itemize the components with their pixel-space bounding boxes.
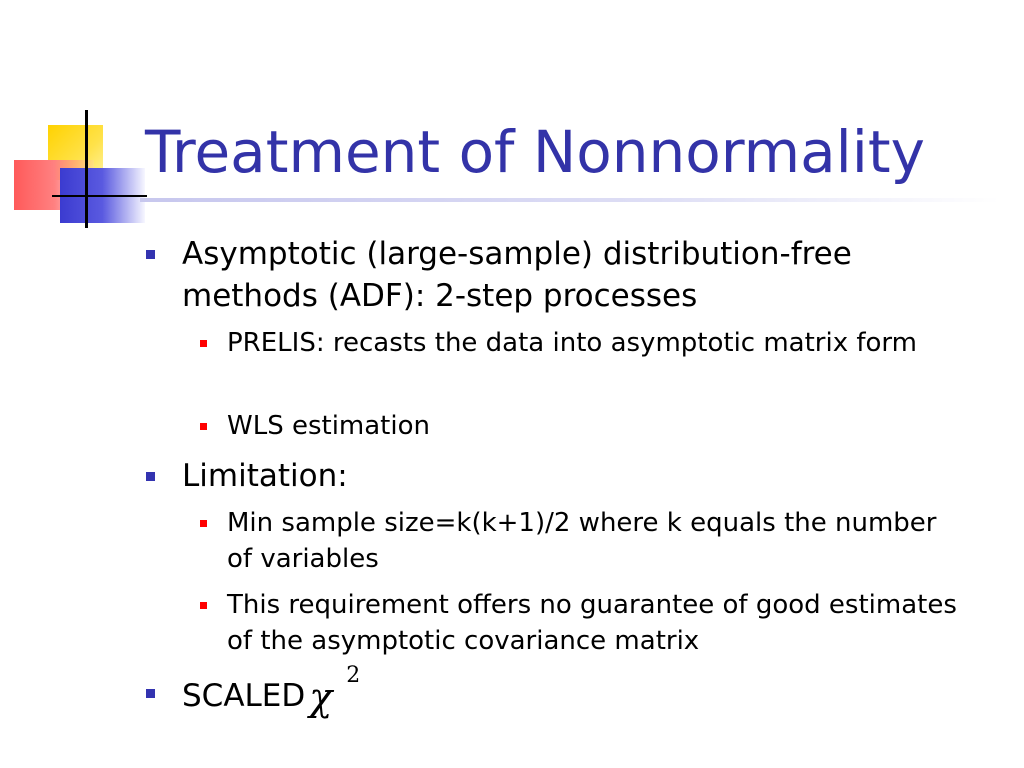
bullet-item	[182, 663, 982, 721]
sub-bullet-text: Min sample size=k(k+1)/2 where k equals the number of variables	[227, 508, 937, 574]
sub-bullet-text: PRELIS: recasts the data into asymptotic matrix form	[227, 328, 917, 358]
sub-bullet-item	[227, 587, 967, 659]
bullet-item	[182, 455, 982, 497]
square-bullet-icon	[146, 472, 155, 481]
square-bullet-icon	[200, 520, 207, 527]
square-bullet-icon	[200, 423, 207, 430]
sub-bullet-item	[227, 505, 967, 577]
slide-title: Treatment of Nonnormality	[145, 118, 925, 186]
square-bullet-icon	[200, 602, 207, 609]
square-bullet-icon	[200, 340, 207, 347]
chi-symbol: χ	[309, 675, 333, 719]
bullet-text: Limitation:	[182, 458, 348, 494]
square-bullet-icon	[146, 689, 155, 698]
bullet-text: Asymptotic (large-sample) distribution-free methods (ADF): 2-step processes	[182, 236, 852, 314]
square-bullet-icon	[146, 250, 155, 259]
bullet-item	[182, 233, 982, 317]
sub-bullet-item	[227, 325, 967, 361]
sub-bullet-text: WLS estimation	[227, 411, 430, 441]
bullet-text: SCALED	[182, 678, 306, 714]
sub-bullet-item	[227, 408, 967, 444]
sub-bullet-text: This requirement offers no guarantee of good estimates of the asymptotic covariance matrix	[227, 590, 957, 656]
superscript-two: 2	[346, 663, 361, 688]
